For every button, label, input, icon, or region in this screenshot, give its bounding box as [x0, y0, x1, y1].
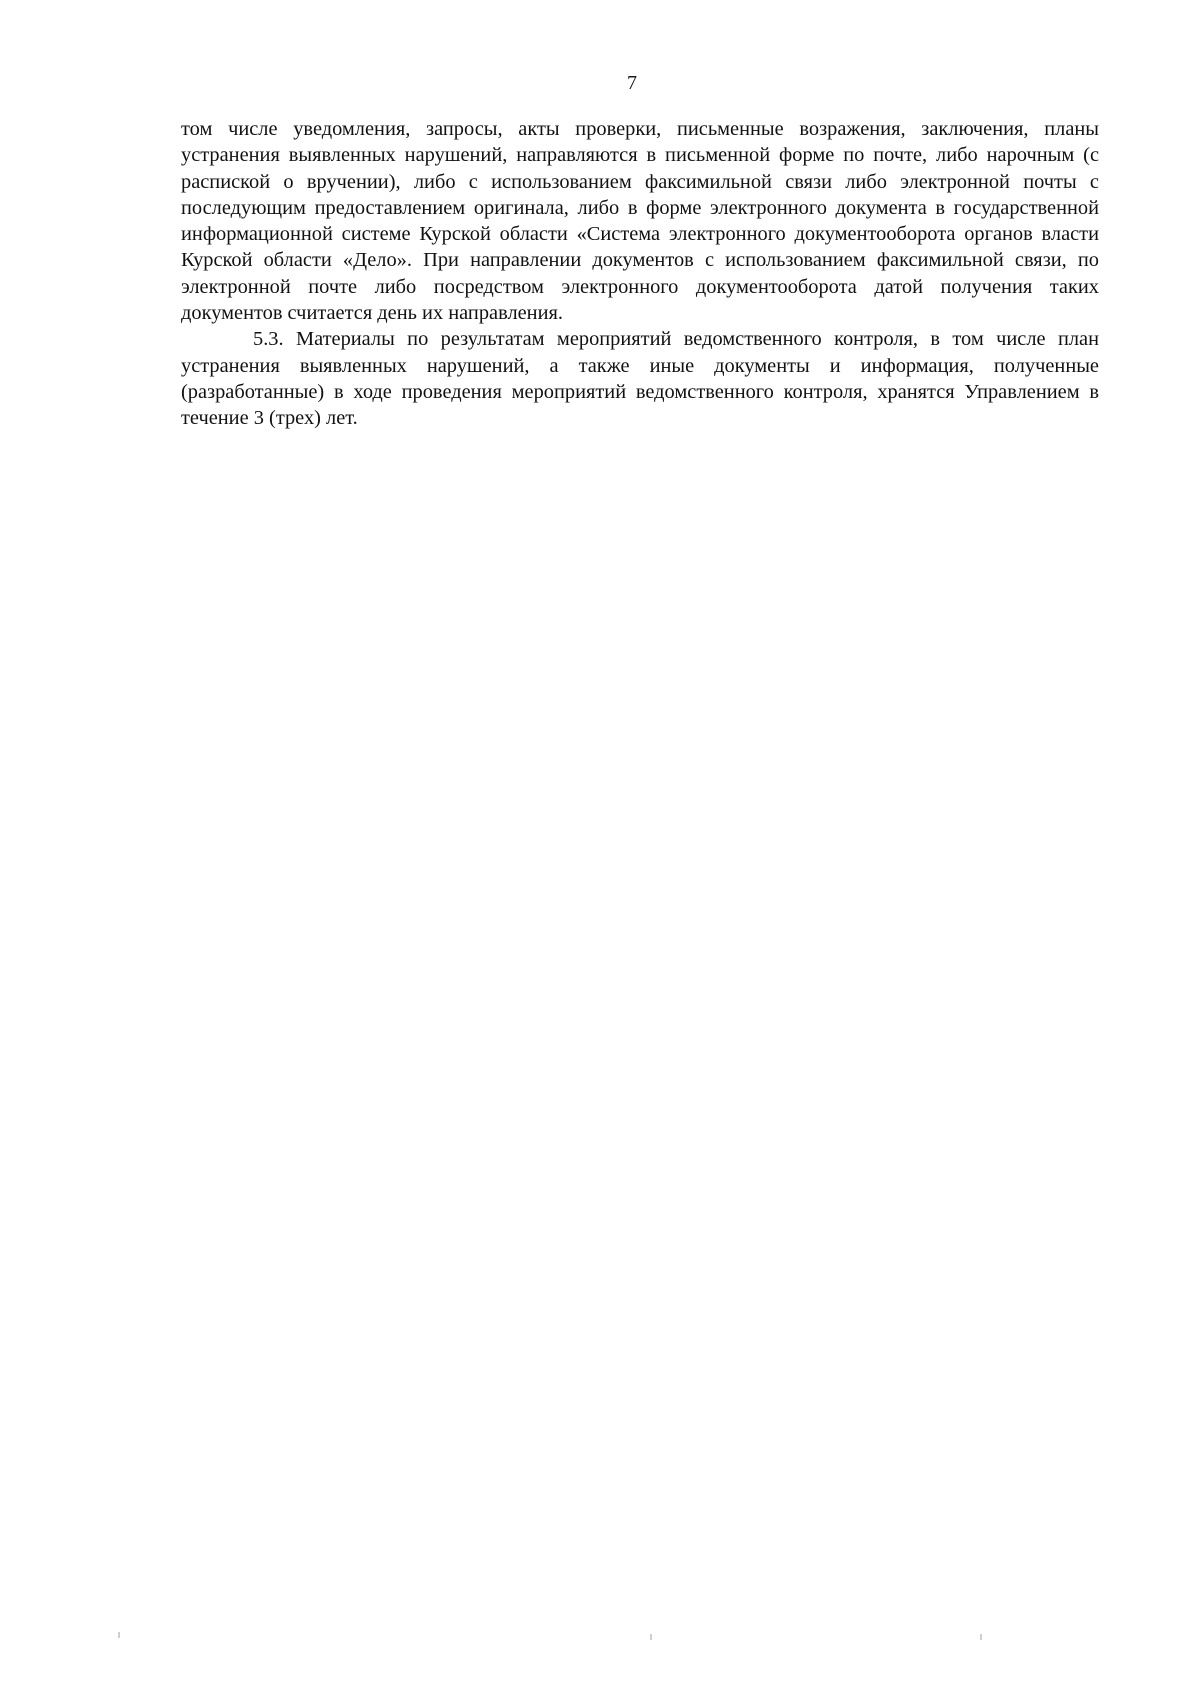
- page-number: 7: [627, 72, 637, 94]
- paragraph-5-3: 5.3. Материалы по результатам мероприятий ведомственного контроля, в том числе план устранения выявленных нарушений, а также иные документы и информация, полученные (разработанные) в ходе проведения мероприятий ведомственного контроля, хранятся Управлением в течение 3 (трех) лет.: [181, 328, 1099, 430]
- scan-artifact: [980, 1634, 982, 1640]
- paragraph-continuation: том числе уведомления, запросы, акты проверки, письменные возражения, заключения, планы устранения выявленных нарушений, направляются в письменной форме по почте, либо нарочным (с распиской о вручении), либо с использованием факсимильной связи либо электронной почты с последующим предоставлением оригинала, либо в форме электронного документа в государственной информационной системе Курской области «Система электронного документооборота органов власти Курской области «Дело». При направлении документов с использованием факсимильной связи, по электронной почте либо посредством электронного документооборота датой получения таких документов считается день их направления.: [181, 118, 1099, 325]
- scan-artifact: [118, 1632, 120, 1638]
- scan-artifact: [650, 1634, 652, 1640]
- document-body: [181, 116, 1099, 432]
